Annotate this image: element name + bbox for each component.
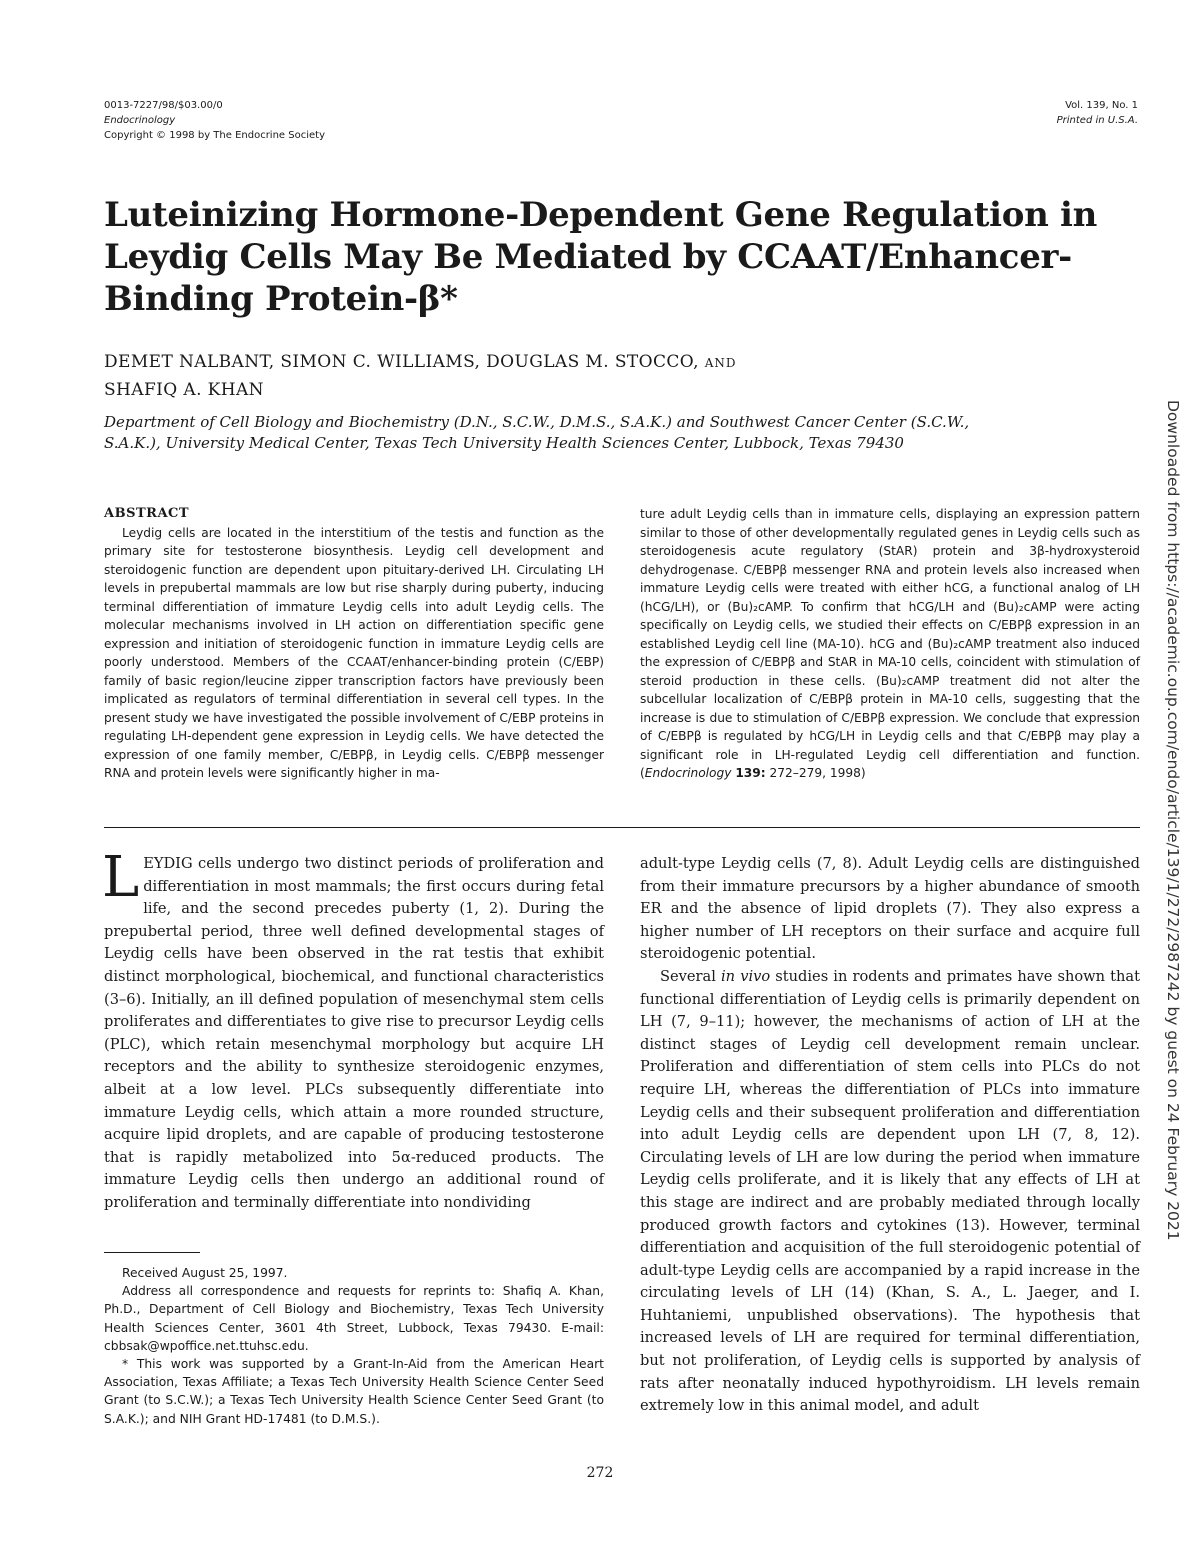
printed-in: Printed in U.S.A. <box>1056 115 1138 126</box>
citation-pages: 272–279, 1998) <box>765 766 866 780</box>
authors-line-2: SHAFIQ A. KHAN <box>104 380 264 400</box>
article-title: Luteinizing Hormone-Dependent Gene Regulation in Leydig Cells May Be Mediated by CCAAT/Enhancer-Binding Protein-β* <box>104 195 1098 319</box>
citation-volume: 139: <box>735 766 766 780</box>
copyright-line: Copyright © 1998 by The Endocrine Society <box>104 130 325 141</box>
footnote-support: * This work was supported by a Grant-In-Aid from the American Heart Association, Texas Affiliate; a Texas Tech University Health Science Center Seed Grant (to S.C.W.); a Texas Tech University Health Science Center Seed Grant (to S.A.K.); and NIH Grant HD-17481 (to D.M.S.). <box>104 1357 604 1426</box>
intro-paragraph-2-pre: Several <box>660 967 721 985</box>
footnote-divider <box>104 1252 200 1253</box>
journal-header-right <box>1057 98 1138 128</box>
footnote-received: Received August 25, 1997. <box>122 1266 288 1280</box>
download-watermark <box>1154 400 1184 1241</box>
page-number: 272 <box>586 1465 614 1481</box>
abstract-heading: ABSTRACT <box>104 506 190 521</box>
abstract-divider <box>104 827 1140 828</box>
body-column-right <box>640 853 1140 1418</box>
intro-paragraph-2-text: studies in rodents and primates have shown that functional differentiation of Leydig cells is primarily dependent on LH (7, 9–11); however, the mechanisms of action of LH at the distinct stages of Leydig cell development remain unclear. Proliferation and differentiation of stem cells into PLCs do not require LH, whereas the differentiation of PLCs into immature Leydig cells and their subsequent proliferation and differentiation into adult Leydig cells are dependent upon LH (7, 8, 12). Circulating levels of LH are low during the period when immature Leydig cells proliferate, and it is likely that any effects of LH at this stage are indirect and are probably mediated through locally produced growth factors and cytokines (13). However, terminal differentiation and acquisition of the full steroidogenic potential of adult-type Leydig cells are accompanied by a rapid increase in the circulating levels of LH (14) (Khan, S. A., L. Jaeger, and I. Huhtaniemi, unpublished observations). The hypothesis that increased levels of LH are required for terminal differentiation, but not proliferation, of Leydig cells is supported by analysis of rats after neonatally induced hypothyroidism. LH levels remain extremely low in this animal model, and adult <box>640 967 1140 1415</box>
intro-paragraph-2 <box>640 966 1140 1418</box>
journal-header-left <box>104 98 325 143</box>
issn-code: 0013-7227/98/$03.00/0 <box>104 100 223 111</box>
intro-paragraph-1-continued: adult-type Leydig cells (7, 8). Adult Leydig cells are distinguished from their immature precursors by a higher abundance of smooth ER and the absence of lipid droplets (7). They also express a higher number of LH receptors on their surface and acquire full steroidogenic potential. <box>640 855 1140 963</box>
citation-journal: Endocrinology <box>644 766 732 780</box>
intro-paragraph-1 <box>102 845 604 1215</box>
footnotes <box>104 1264 604 1428</box>
drop-cap: L <box>102 845 140 910</box>
intro-paragraph-2-italic: in vivo <box>721 967 771 985</box>
footnote-address: Address all correspondence and requests for reprints to: Shafiq A. Khan, Ph.D., Department of Cell Biology and Biochemistry, Texas Tech University Health Sciences Center, 3601 4th Street, Lubbock, Texas 79430. E-mail: cbbsak@wpoffice.net.ttuhsc.edu. <box>104 1284 604 1353</box>
affiliation: Department of Cell Biology and Biochemistry (D.N., S.C.W., D.M.S., S.A.K.) and Southwest Cancer Center (S.C.W., S.A.K.), University Medical Center, Texas Tech University Health Sciences Center, Lubbock, Texas 79430 <box>104 413 970 452</box>
abstract-text-right <box>640 505 1140 783</box>
abstract-text-right-body: ture adult Leydig cells than in immature cells, displaying an expression pattern similar to those of other developmentally regulated genes in Leydig cells such as steroidogenesis acute regulatory (StAR) protein and 3β-hydroxysteroid dehydrogenase. C/EBPβ messenger RNA and protein levels also increased when immature Leydig cells were treated with either hCG, a functional analog of LH (hCG/LH), or (Bu)₂cAMP. To confirm that hCG/LH and (Bu)₂cAMP were acting specifically on Leydig cells, we studied their effects on C/EBPβ expression in an established Leydig cell line (MA-10). hCG and (Bu)₂cAMP treatment also induced the expression of C/EBPβ and StAR in MA-10 cells, coincident with stimulation of steroid production in these cells. (Bu)₂cAMP treatment did not alter the subcellular localization of C/EBPβ protein in MA-10 cells, suggesting that the increase is due to stimulation of C/EBPβ expression. We conclude that expression of C/EBPβ is regulated by hCG/LH in Leydig cells and that C/EBPβ may play a significant role in LH-regulated Leydig cell differentiation and function. ( <box>640 507 1140 780</box>
abstract-column-left <box>104 505 604 783</box>
journal-name: Endocrinology <box>104 115 176 126</box>
author-list <box>104 349 1004 404</box>
abstract-column-right <box>640 505 1140 783</box>
download-watermark-text: Downloaded from https://academic.oup.com/endo/article/139/1/272/2987242 by guest on 24 February 2021 <box>1164 400 1182 1241</box>
volume-issue: Vol. 139, No. 1 <box>1065 100 1138 111</box>
body-column-left <box>102 845 604 1215</box>
authors-and: AND <box>704 356 737 370</box>
abstract-text-left: Leydig cells are located in the interstitium of the testis and function as the primary site for testosterone biosynthesis. Leydig cell development and steroidogenic function are dependent upon pituitary-derived LH. Circulating LH levels in prepubertal mammals are low but rise sharply during puberty, inducing terminal differentiation of immature Leydig cells into adult Leydig cells. The molecular mechanisms involved in LH action on differentiation specific gene expression and initiation of steroidogenic function in immature Leydig cells are poorly understood. Members of the CCAAT/enhancer-binding protein (C/EBP) family of basic region/leucine zipper transcription factors have previously been implicated as regulators of terminal differentiation in several cell types. In the present study we have investigated the possible involvement of C/EBP proteins in regulating LH-dependent gene expression in Leydig cells. We have detected the expression of one family member, C/EBPβ, in Leydig cells. C/EBPβ messenger RNA and protein levels were significantly higher in ma- <box>104 525 604 780</box>
intro-paragraph-1-text: EYDIG cells undergo two distinct periods of proliferation and differentiation in most mammals; the first occurs during fetal life, and the second precedes puberty (1, 2). During the prepubertal period, three well defined developmental stages of Leydig cells have been observed in the rat testis that exhibit distinct morphological, biochemical, and functional characteristics (3–6). Initially, an ill defined population of mesenchymal stem cells proliferates and differentiates to give rise to precursor Leydig cells (PLC), which retain mesenchymal morphology but acquire LH receptors and the ability to synthesize steroidogenic enzymes, albeit at a low level. PLCs subsequently differentiate into immature Leydig cells, which attain a more rounded structure, acquire lipid droplets, and are capable of producing testosterone that is rapidly metabolized into 5α-reduced products. The immature Leydig cells then undergo an additional round of proliferation and terminally differentiate into nondividing <box>104 855 604 1211</box>
authors-line-1: DEMET NALBANT, SIMON C. WILLIAMS, DOUGLAS M. STOCCO, <box>104 352 699 372</box>
